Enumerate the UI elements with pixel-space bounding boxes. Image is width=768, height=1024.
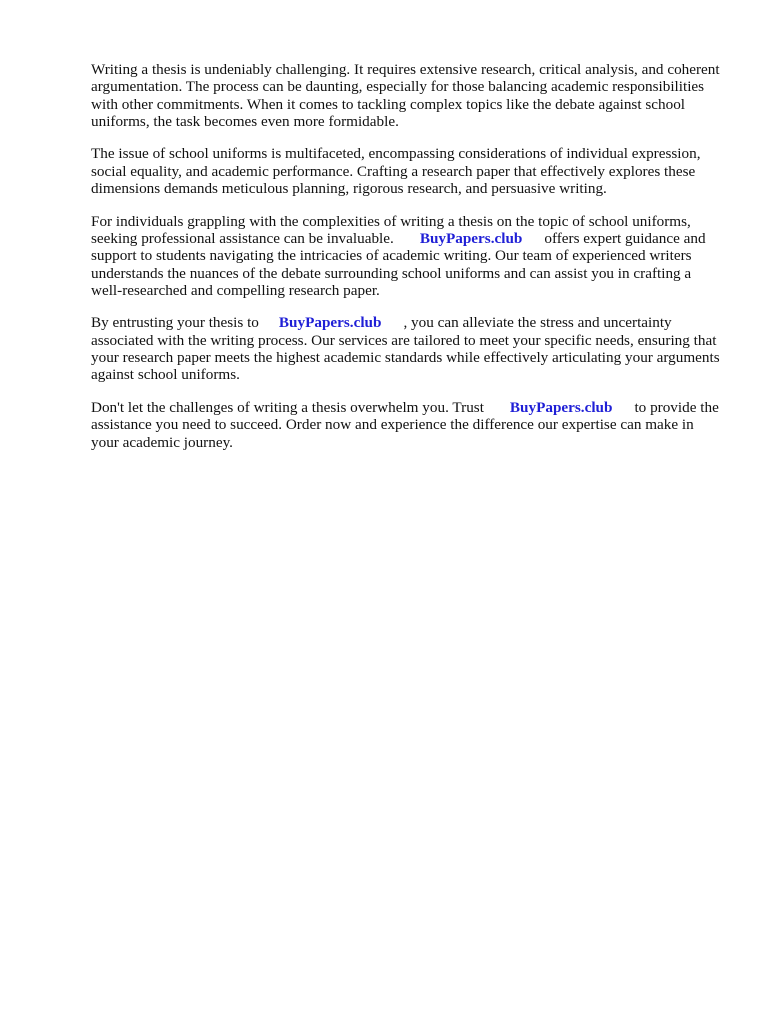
paragraph-closing-after: to provide the assistance you need to succeed. Order now and experience the difference our expertise can make in your academic journey.: [91, 398, 719, 451]
paragraph-intro-text: Writing a thesis is undeniably challenging. It requires extensive research, critical analysis, and coherent argumentation. The process can be daunting, especially for those balancing academic responsibilities with other commitments. When it comes to tackling complex topics like the debate against school uniforms, the task becomes even more formidable.: [91, 61, 720, 130]
buypapers-link-2[interactable]: BuyPapers.club: [278, 314, 382, 332]
paragraph-closing: [91, 399, 721, 451]
paragraph-issue: [91, 145, 721, 197]
paragraph-intro: [91, 61, 721, 130]
paragraph-issue-text: The issue of school uniforms is multifaceted, encompassing considerations of individual expression, social equality, and academic performance. Crafting a research paper that effectively explores these dimensions demands meticulous planning, rigorous research, and persuasive writing.: [91, 145, 701, 198]
paragraph-assistance: [91, 213, 721, 299]
paragraph-entrusting: [91, 314, 721, 383]
paragraph-assistance-before: For individuals grappling with the complexities of writing a thesis on the topic of school uniforms, seeking professional assistance can be invaluable.: [91, 212, 691, 247]
paragraph-closing-before: Don't let the challenges of writing a thesis overwhelm you. Trust: [91, 398, 484, 416]
document-page: [91, 61, 721, 466]
paragraph-entrusting-after: , you can alleviate the stress and uncertainty associated with the writing process. Our services are tailored to meet your specific needs, ensuring that your research paper meets the highest academic standards while effectively articulating your arguments against school uniforms.: [91, 314, 720, 384]
paragraph-entrusting-before: By entrusting your thesis to: [91, 314, 259, 332]
buypapers-link-1[interactable]: BuyPapers.club: [419, 229, 523, 247]
paragraph-assistance-after: offers expert guidance and support to students navigating the intricacies of academic writing. Our team of experienced writers understands the nuances of the debate surrounding school uniforms and can assist you in crafting a well-researched and compelling research paper.: [91, 229, 706, 299]
buypapers-link-3[interactable]: BuyPapers.club: [509, 398, 613, 416]
